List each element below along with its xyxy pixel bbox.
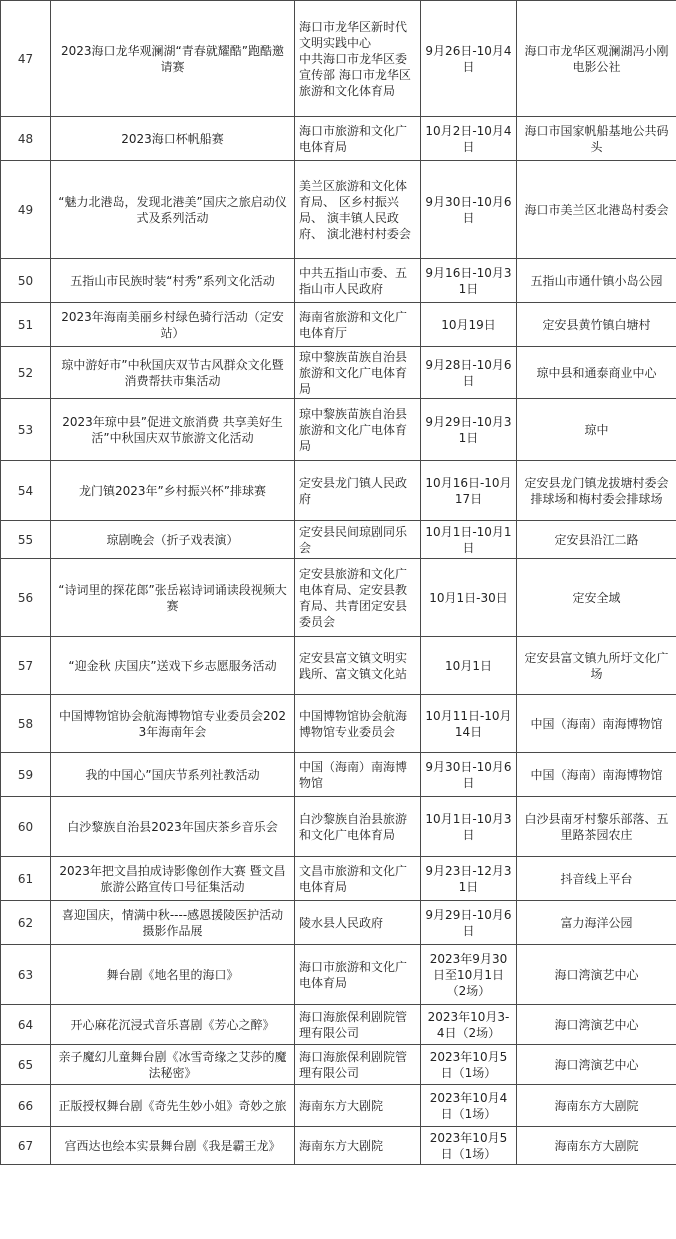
event-name: 2023年海南美丽乡村绿色骑行活动（定安站） [51,303,295,347]
row-number: 52 [1,347,51,399]
row-number: 48 [1,117,51,161]
row-number: 61 [1,857,51,901]
event-location: 海口市龙华区观澜湖冯小刚电影公社 [517,1,676,117]
organizer: 中国博物馆协会航海博物馆专业委员会 [295,695,421,753]
table-row [1,857,676,901]
organizer: 琼中黎族苗族自治县旅游和文化广电体育局 [295,399,421,461]
event-location: 海口湾演艺中心 [517,945,676,1005]
row-number: 51 [1,303,51,347]
event-name: 白沙黎族自治县2023年国庆茶乡音乐会 [51,797,295,857]
table-row [1,259,676,303]
event-location: 海南东方大剧院 [517,1085,676,1127]
organizer: 陵水县人民政府 [295,901,421,945]
event-date: 9月29日-10月6日 [421,901,517,945]
event-name: 喜迎国庆，情满中秋----感恩援陵医护活动摄影作品展 [51,901,295,945]
organizer: 美兰区旅游和文化体育局、 区乡村振兴局、 演丰镇人民政府、 演北港村村委会 [295,161,421,259]
event-date: 10月1日-10月1日 [421,521,517,559]
table-row [1,1127,676,1165]
organizer: 海南省旅游和文化广电体育厅 [295,303,421,347]
event-name: 2023年把文昌拍成诗影像创作大赛 暨文昌旅游公路宣传口号征集活动 [51,857,295,901]
event-date: 10月19日 [421,303,517,347]
organizer: 定安县民间琼剧同乐会 [295,521,421,559]
event-name: “诗词里的探花郎”张岳崧诗词诵读段视频大赛 [51,559,295,637]
row-number: 54 [1,461,51,521]
event-date: 10月11日-10月14日 [421,695,517,753]
event-date: 10月2日-10月4日 [421,117,517,161]
table-row [1,695,676,753]
event-date: 10月1日-30日 [421,559,517,637]
organizer: 海南东方大剧院 [295,1127,421,1165]
event-name: 2023海口杯帆船赛 [51,117,295,161]
table-row [1,161,676,259]
event-name: “魅力北港岛，发现北港美”国庆之旅启动仪式及系列活动 [51,161,295,259]
table-row [1,797,676,857]
row-number: 59 [1,753,51,797]
event-location: 海口市国家帆船基地公共码头 [517,117,676,161]
event-name: 2023海口龙华观澜湖“青春就耀酷”跑酷邀请赛 [51,1,295,117]
row-number: 62 [1,901,51,945]
event-location: 富力海洋公园 [517,901,676,945]
event-date: 9月29日-10月31日 [421,399,517,461]
row-number: 53 [1,399,51,461]
event-name: “迎金秋 庆国庆”送戏下乡志愿服务活动 [51,637,295,695]
event-location: 五指山市通什镇小岛公园 [517,259,676,303]
event-location: 抖音线上平台 [517,857,676,901]
organizer: 海口海旅保利剧院管理有限公司 [295,1045,421,1085]
table-row [1,1,676,117]
row-number: 63 [1,945,51,1005]
organizer: 海口市旅游和文化广电体育局 [295,945,421,1005]
event-date: 10月16日-10月17日 [421,461,517,521]
table-row [1,559,676,637]
event-date: 9月30日-10月6日 [421,161,517,259]
table-row [1,753,676,797]
event-name: 中国博物馆协会航海博物馆专业委员会2023年海南年会 [51,695,295,753]
table-row [1,1045,676,1085]
organizer: 文昌市旅游和文化广电体育局 [295,857,421,901]
event-location: 中国（海南）南海博物馆 [517,695,676,753]
event-date: 9月23日-12月31日 [421,857,517,901]
organizer: 中国（海南）南海博物馆 [295,753,421,797]
organizer: 海南东方大剧院 [295,1085,421,1127]
row-number: 55 [1,521,51,559]
event-date: 9月26日-10月4日 [421,1,517,117]
event-name: 开心麻花沉浸式音乐喜剧《芳心之醉》 [51,1005,295,1045]
table-row [1,347,676,399]
organizer: 海口海旅保利剧院管理有限公司 [295,1005,421,1045]
row-number: 47 [1,1,51,117]
event-location: 定安全域 [517,559,676,637]
event-location: 海口湾演艺中心 [517,1005,676,1045]
event-date: 9月28日-10月6日 [421,347,517,399]
table-row [1,303,676,347]
event-location: 白沙县南牙村黎乐部落、五里路茶园农庄 [517,797,676,857]
row-number: 67 [1,1127,51,1165]
organizer: 海口市旅游和文化广电体育局 [295,117,421,161]
table-row [1,521,676,559]
row-number: 60 [1,797,51,857]
row-number: 66 [1,1085,51,1127]
event-date: 9月30日-10月6日 [421,753,517,797]
row-number: 58 [1,695,51,753]
table-row [1,1085,676,1127]
event-date: 9月16日-10月31日 [421,259,517,303]
event-date: 10月1日-10月3日 [421,797,517,857]
event-name: 我的中国心”国庆节系列社教活动 [51,753,295,797]
event-date: 2023年10月5日（1场） [421,1045,517,1085]
row-number: 50 [1,259,51,303]
event-name: 亲子魔幻儿童舞台剧《冰雪奇缘之艾莎的魔法秘密》 [51,1045,295,1085]
row-number: 49 [1,161,51,259]
table-row [1,461,676,521]
event-location: 海口湾演艺中心 [517,1045,676,1085]
event-name: 五指山市民族时装“村秀”系列文化活动 [51,259,295,303]
event-name: 琼中游好市”中秋国庆双节古风群众文化暨消费帮扶市集活动 [51,347,295,399]
row-number: 64 [1,1005,51,1045]
event-location: 海南东方大剧院 [517,1127,676,1165]
event-name: 宫西达也绘本实景舞台剧《我是霸王龙》 [51,1127,295,1165]
row-number: 57 [1,637,51,695]
event-date: 10月1日 [421,637,517,695]
row-number: 65 [1,1045,51,1085]
event-location: 定安县龙门镇龙拔塘村委会排球场和梅村委会排球场 [517,461,676,521]
event-date: 2023年10月4日（1场） [421,1085,517,1127]
event-name: 2023年琼中县”促进文旅消费 共享美好生活”中秋国庆双节旅游文化活动 [51,399,295,461]
table-row [1,399,676,461]
table-row [1,637,676,695]
event-name: 龙门镇2023年”乡村振兴杯”排球赛 [51,461,295,521]
organizer: 定安县旅游和文化广电体育局、定安县教育局、共青团定安县委员会 [295,559,421,637]
event-location: 定安县沿江二路 [517,521,676,559]
table-row [1,1005,676,1045]
row-number: 56 [1,559,51,637]
event-location: 海口市美兰区北港岛村委会 [517,161,676,259]
organizer: 白沙黎族自治县旅游和文化广电体育局 [295,797,421,857]
organizer: 海口市龙华区新时代文明实践中心 中共海口市龙华区委宣传部 海口市龙华区旅游和文化体育局 [295,1,421,117]
event-date: 2023年9月30日至10月1日（2场） [421,945,517,1005]
event-name: 琼剧晚会（折子戏表演） [51,521,295,559]
event-date: 2023年10月3-4日（2场） [421,1005,517,1045]
table-row [1,901,676,945]
table-row [1,117,676,161]
event-name: 正版授权舞台剧《奇先生妙小姐》奇妙之旅 [51,1085,295,1127]
event-location: 琼中县和通泰商业中心 [517,347,676,399]
event-table-body [1,1,676,1165]
event-name: 舞台剧《地名里的海口》 [51,945,295,1005]
organizer: 定安县龙门镇人民政府 [295,461,421,521]
organizer: 琼中黎族苗族自治县旅游和文化广电体育局 [295,347,421,399]
event-location: 定安县富文镇九所圩文化广场 [517,637,676,695]
table-row [1,945,676,1005]
event-date: 2023年10月5日（1场） [421,1127,517,1165]
event-location: 琼中 [517,399,676,461]
organizer: 中共五指山市委、五指山市人民政府 [295,259,421,303]
organizer: 定安县富文镇文明实践所、富文镇文化站 [295,637,421,695]
event-location: 定安县黄竹镇白塘村 [517,303,676,347]
event-location: 中国（海南）南海博物馆 [517,753,676,797]
